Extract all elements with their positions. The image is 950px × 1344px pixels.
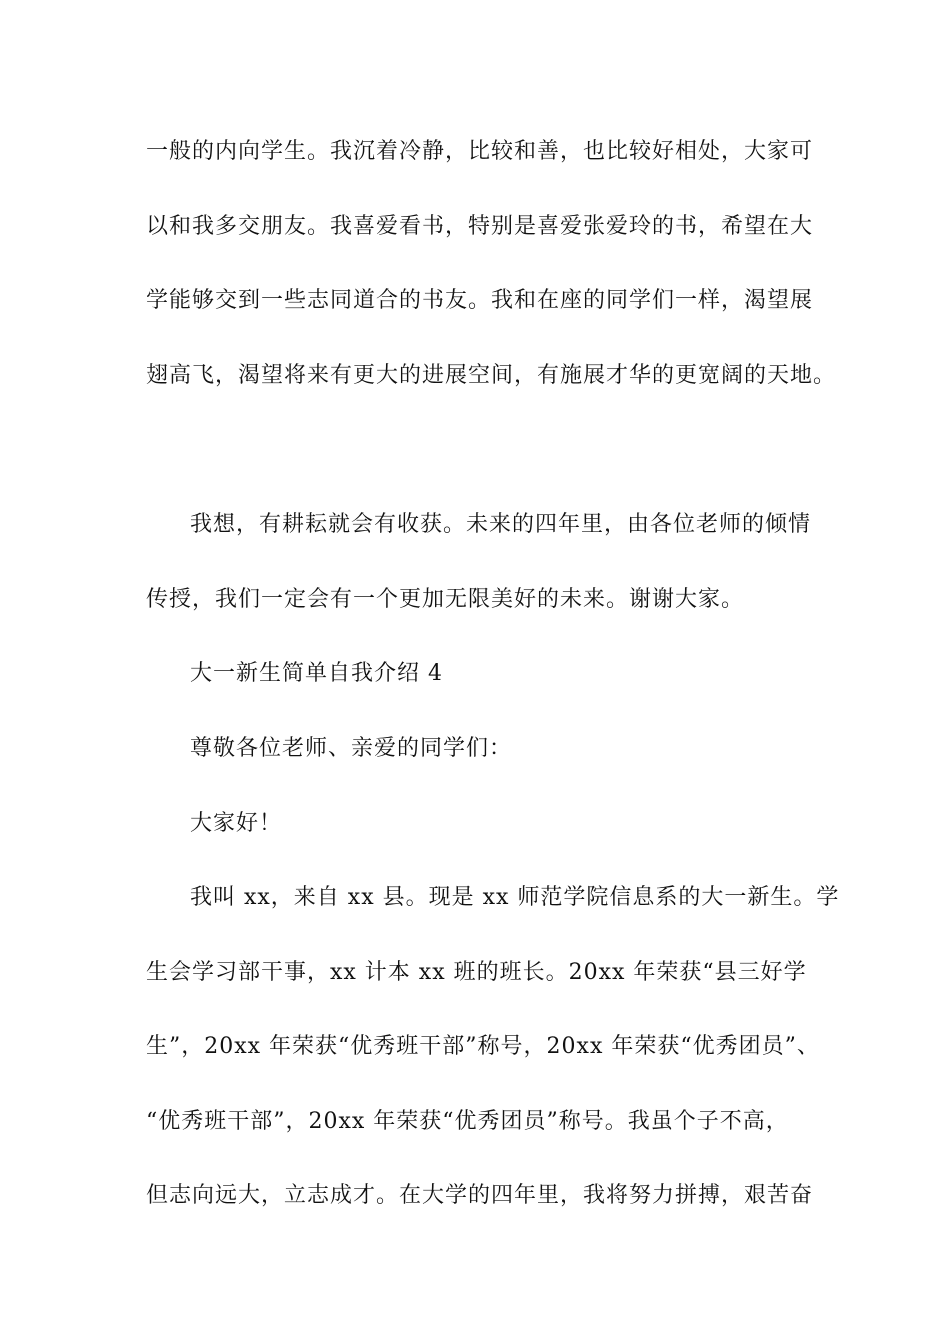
paragraph-line-4: 翅高飞，渴望将来有更大的进展空间，有施展才华的更宽阔的天地。 [146, 363, 837, 388]
paragraph-line-10: 我叫 xx，来自 xx 县。现是 xx 师范学院信息系的大一新生。学 [190, 885, 840, 910]
paragraph-line-13: “优秀班干部”，20xx 年荣获“优秀团员”称号。我虽个子不高， [146, 1109, 789, 1134]
paragraph-line-6: 传授，我们一定会有一个更加无限美好的未来。谢谢大家。 [146, 587, 745, 612]
paragraph-line-14: 但志向远大，立志成才。在大学的四年里，我将努力拼搏，艰苦奋 [146, 1183, 814, 1208]
paragraph-line-3: 学能够交到一些志同道合的书友。我和在座的同学们一样，渴望展 [146, 288, 814, 313]
salutation: 尊敬各位老师、亲爱的同学们： [190, 736, 513, 761]
section-title: 大一新生简单自我介绍 4 [190, 661, 443, 686]
paragraph-line-1: 一般的内向学生。我沉着冷静，比较和善，也比较好相处，大家可 [146, 139, 814, 164]
paragraph-line-11: 生会学习部干事，xx 计本 xx 班的班长。20xx 年荣获“县三好学 [146, 960, 807, 985]
greeting: 大家好！ [190, 811, 283, 836]
paragraph-line-5: 我想，有耕耘就会有收获。未来的四年里，由各位老师的倾情 [190, 512, 812, 537]
paragraph-line-2: 以和我多交朋友。我喜爱看书，特别是喜爱张爱玲的书，希望在大 [146, 214, 814, 239]
paragraph-line-12: 生”，20xx 年荣获“优秀班干部”称号，20xx 年荣获“优秀团员”、 [146, 1034, 820, 1059]
